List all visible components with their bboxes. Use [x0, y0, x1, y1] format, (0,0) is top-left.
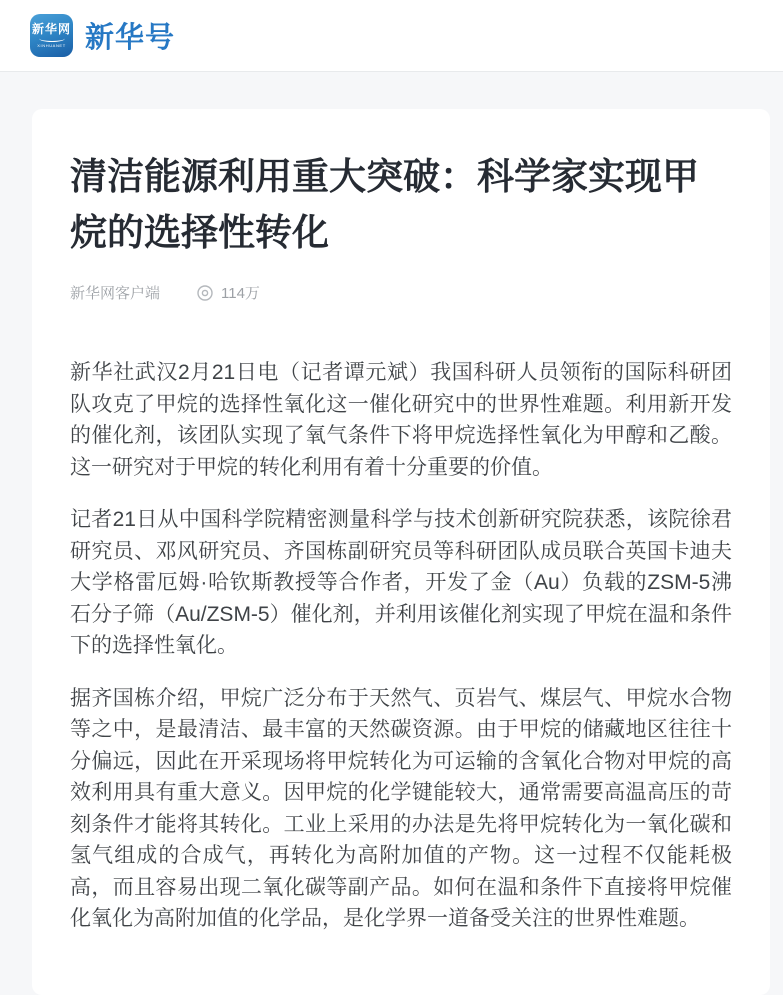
article-paragraph: 新华社武汉2月21日电（记者谭元斌）我国科研人员领衔的国际科研团队攻克了甲烷的选择性氧化这一催化研究中的世界性难题。利用新开发的催化剂，该团队实现了氧气条件下将甲烷选择性氧化为甲醇和乙酸。这一研究对于甲烷的转化利用有着十分重要的价值。 [70, 361, 732, 479]
site-header [0, 0, 783, 72]
logo-arc-decoration [39, 35, 65, 42]
views-eye-icon [196, 284, 214, 302]
view-count: 114万 [221, 285, 260, 302]
xinhuahao-wordmark[interactable]: 新华号 [85, 22, 176, 54]
view-count-group [196, 282, 260, 303]
article-paragraph: 记者21日从中国科学院精密测量科学与技术创新研究院获悉，该院徐君研究员、邓风研究员、齐国栋副研究员等科研团队成员联合英国卡迪夫大学格雷厄姆·哈钦斯教授等合作者，开发了金（Au）负载的ZSM-5沸石分子筛（Au/ZSM-5）催化剂，并利用该催化剂实现了甲烷在温和条件下的选择性氧化。 [70, 508, 732, 657]
article-body [70, 357, 732, 935]
xinhuanet-logo[interactable] [30, 14, 73, 57]
article-paragraph: 据齐国栋介绍，甲烷广泛分布于天然气、页岩气、煤层气、甲烷水合物等之中，是最清洁、最丰富的天然碳资源。由于甲烷的储藏地区往往十分偏远，因此在开采现场将甲烷转化为可运输的含氧化合物对甲烷的高效利用具有重大意义。因甲烷的化学键能较大，通常需要高温高压的苛刻条件才能将其转化。工业上采用的办法是先将甲烷转化为一氧化碳和氢气组成的合成气，再转化为高附加值的产物。这一过程不仅能耗极高，而且容易出现二氧化碳等副产品。如何在温和条件下直接将甲烷催化氧化为高附加值的化学品，是化学界一道备受关注的世界性难题。 [70, 686, 732, 930]
article-title: 清洁能源利用重大突破：科学家实现甲烷的选择性转化 [70, 156, 699, 253]
xinhuanet-logo-text: 新华网 [31, 22, 71, 36]
xinhuanet-logo-subtext: XINHUANET [37, 43, 66, 48]
article-source[interactable]: 新华网客户端 [70, 285, 161, 302]
page-main [0, 72, 783, 995]
article-card [32, 109, 770, 995]
article-byline [70, 282, 732, 303]
